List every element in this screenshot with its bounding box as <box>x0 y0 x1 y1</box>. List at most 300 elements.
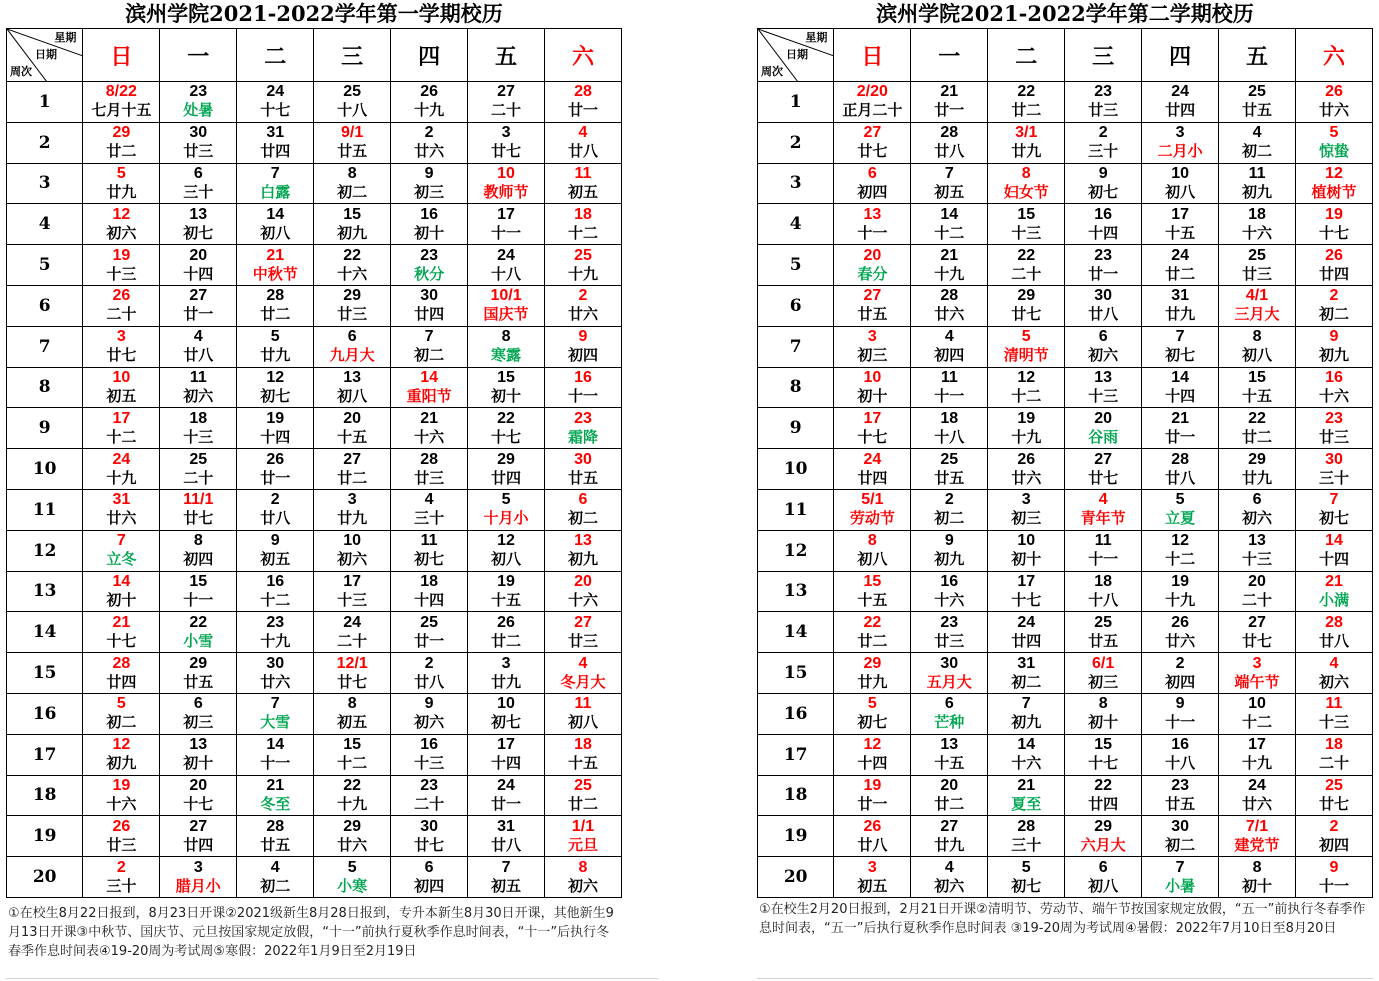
date-number: 24 <box>112 450 131 468</box>
date-number: 11 <box>189 368 207 386</box>
lunar-date: 廿七 <box>491 142 522 161</box>
date-number: 25 <box>574 246 592 264</box>
lunar-date: 廿四 <box>414 305 445 324</box>
day-cell-thu <box>391 693 468 734</box>
date-number: 22 <box>343 246 362 264</box>
lunar-date: 二十 <box>337 631 368 650</box>
lunar-date: 初二 <box>260 876 291 895</box>
lunar-date: 十六 <box>1011 754 1042 773</box>
lunar-date: 廿三 <box>337 305 368 324</box>
date-number: 8 <box>578 858 588 876</box>
lunar-date: 廿四 <box>1318 264 1349 283</box>
day-cell-sun <box>83 82 160 123</box>
date-number: 6 <box>1098 858 1108 876</box>
week-row <box>7 245 622 286</box>
day-cell-thu <box>1142 489 1219 530</box>
week-number: 20 <box>7 857 83 898</box>
date-number: 21 <box>266 246 285 264</box>
header-corner-cell <box>7 29 83 82</box>
weekday-tue: 二 <box>988 29 1065 82</box>
date-number: 31 <box>112 491 131 509</box>
date-number: 4 <box>944 858 954 876</box>
lunar-date: 十四 <box>414 590 445 609</box>
lunar-date: 小暑 <box>1165 876 1196 895</box>
lunar-date: 初四 <box>1165 672 1196 691</box>
lunar-date: 谷雨 <box>1088 427 1119 446</box>
day-cell-sat <box>1296 367 1373 408</box>
lunar-date: 二十 <box>183 468 214 487</box>
day-cell-wed <box>1065 204 1142 245</box>
date-number: 28 <box>112 654 131 672</box>
date-number: 7 <box>501 858 511 876</box>
date-number: 25 <box>1094 613 1113 631</box>
lunar-date: 妇女节 <box>1003 182 1049 201</box>
day-cell-sat <box>545 693 622 734</box>
lunar-date: 植树节 <box>1311 182 1357 201</box>
day-cell-wed <box>1065 367 1142 408</box>
day-cell-mon <box>160 326 237 367</box>
lunar-date: 廿六 <box>337 835 368 854</box>
date-number: 14 <box>1325 532 1343 550</box>
date-number: 30 <box>1325 450 1343 468</box>
date-number: 4 <box>1098 491 1108 509</box>
date-number: 11 <box>574 164 592 182</box>
lunar-date: 廿七 <box>414 835 445 854</box>
day-cell-fri <box>1219 163 1296 204</box>
date-number: 12 <box>1171 532 1189 550</box>
lunar-date: 冬至 <box>260 794 291 813</box>
date-number: 23 <box>940 613 959 631</box>
day-cell-mon <box>160 489 237 530</box>
day-cell-thu <box>391 449 468 490</box>
day-cell-thu <box>1142 204 1219 245</box>
date-number: 21 <box>266 776 285 794</box>
day-cell-wed <box>314 530 391 571</box>
lunar-date: 廿八 <box>491 835 522 854</box>
date-number: 23 <box>1171 776 1189 794</box>
lunar-date: 廿七 <box>1242 631 1273 650</box>
day-cell-sun <box>834 775 911 816</box>
date-number: 21 <box>1171 409 1189 427</box>
day-cell-mon <box>911 82 988 123</box>
day-cell-mon <box>160 612 237 653</box>
date-number: 7 <box>270 695 280 713</box>
day-cell-tue <box>237 693 314 734</box>
date-number: 19 <box>1325 205 1343 223</box>
date-number: 24 <box>266 83 285 101</box>
date-number: 22 <box>863 613 882 631</box>
day-cell-sun <box>834 693 911 734</box>
date-number: 6 <box>944 695 954 713</box>
date-number: 30 <box>420 287 438 305</box>
date-number: 16 <box>1094 205 1113 223</box>
day-cell-sun <box>83 408 160 449</box>
page-bottom-line <box>6 978 658 979</box>
lunar-date: 初七 <box>414 550 445 569</box>
date-number: 16 <box>420 205 438 223</box>
date-number: 13 <box>940 736 959 754</box>
date-number: 28 <box>1171 450 1189 468</box>
date-number: 11 <box>940 368 958 386</box>
date-number: 2 <box>116 858 126 876</box>
date-number: 30 <box>1171 817 1189 835</box>
lunar-date: 初七 <box>183 223 214 242</box>
day-cell-sat <box>1296 204 1373 245</box>
lunar-date: 廿四 <box>1165 101 1196 120</box>
week-row <box>7 693 622 734</box>
day-cell-wed <box>314 408 391 449</box>
day-cell-mon <box>911 653 988 694</box>
date-number: 12 <box>266 368 285 386</box>
date-number: 12 <box>1325 164 1343 182</box>
date-number: 10 <box>863 368 882 386</box>
lunar-date: 五月大 <box>926 672 972 691</box>
lunar-date: 廿二 <box>934 794 965 813</box>
date-number: 7 <box>270 164 280 182</box>
corner-weekday-label: 星期 <box>805 31 828 44</box>
date-number: 18 <box>1325 736 1343 754</box>
date-number: 9 <box>424 695 434 713</box>
lunar-date: 廿九 <box>106 182 137 201</box>
lunar-date: 初四 <box>414 876 445 895</box>
day-cell-tue <box>988 489 1065 530</box>
lunar-date: 廿五 <box>934 468 965 487</box>
day-cell-wed <box>314 367 391 408</box>
date-number: 29 <box>112 124 131 142</box>
corner-week-label: 周次 <box>10 65 32 78</box>
lunar-date: 初六 <box>414 713 445 732</box>
day-cell-wed <box>314 122 391 163</box>
day-cell-tue <box>237 612 314 653</box>
lunar-date: 十四 <box>491 754 522 773</box>
lunar-date: 廿一 <box>934 101 965 120</box>
lunar-date: 廿八 <box>934 142 965 161</box>
date-number: 12 <box>1017 368 1036 386</box>
date-number: 7 <box>116 532 126 550</box>
lunar-date: 廿二 <box>337 468 368 487</box>
lunar-date: 初九 <box>337 223 368 242</box>
date-number: 16 <box>266 572 285 590</box>
week-number: 14 <box>7 612 83 653</box>
lunar-date: 初十 <box>857 386 888 405</box>
week-row <box>758 530 1373 571</box>
date-number: 8 <box>193 532 203 550</box>
day-cell-sat <box>545 285 622 326</box>
date-number: 2 <box>270 491 280 509</box>
weekday-tue: 二 <box>237 29 314 82</box>
week-number: 3 <box>758 163 834 204</box>
week-number: 2 <box>758 122 834 163</box>
lunar-date: 初九 <box>1318 346 1349 365</box>
day-cell-thu <box>1142 449 1219 490</box>
day-cell-sat <box>545 82 622 123</box>
day-cell-fri <box>468 326 545 367</box>
lunar-date: 廿二 <box>491 631 522 650</box>
lunar-date: 廿一 <box>1165 427 1196 446</box>
date-number: 10 <box>112 368 131 386</box>
lunar-date: 十五 <box>567 754 598 773</box>
day-cell-tue <box>237 122 314 163</box>
day-cell-thu <box>1142 612 1219 653</box>
lunar-date: 十五 <box>491 590 522 609</box>
lunar-date: 廿一 <box>414 631 445 650</box>
date-number: 3 <box>347 491 357 509</box>
lunar-date: 初三 <box>183 713 214 732</box>
date-number: 31 <box>266 124 285 142</box>
lunar-date: 三十 <box>1088 142 1119 161</box>
date-number: 2 <box>1175 654 1185 672</box>
date-number: 3 <box>501 654 511 672</box>
date-number: 30 <box>420 817 438 835</box>
day-cell-sat <box>545 204 622 245</box>
date-number: 4 <box>578 124 588 142</box>
date-number: 2 <box>424 124 434 142</box>
lunar-date: 初六 <box>337 550 368 569</box>
day-cell-tue <box>988 857 1065 898</box>
day-cell-fri <box>1219 612 1296 653</box>
week-number: 4 <box>7 204 83 245</box>
lunar-date: 十一 <box>260 754 291 773</box>
lunar-date: 初二 <box>567 509 598 528</box>
date-number: 28 <box>266 287 285 305</box>
day-cell-sun <box>83 163 160 204</box>
week-number: 4 <box>758 204 834 245</box>
date-number: 9 <box>1175 695 1185 713</box>
lunar-date: 初二 <box>337 182 368 201</box>
lunar-date: 十三 <box>1318 713 1349 732</box>
date-number: 7/1 <box>1245 817 1269 835</box>
day-cell-sun <box>834 653 911 694</box>
date-number: 5 <box>116 695 126 713</box>
day-cell-mon <box>911 571 988 612</box>
lunar-date: 十一 <box>1165 713 1196 732</box>
lunar-date: 廿三 <box>414 468 445 487</box>
date-number: 10 <box>343 532 362 550</box>
lunar-date: 初六 <box>1318 672 1349 691</box>
lunar-date: 小满 <box>1318 590 1349 609</box>
lunar-date: 十三 <box>106 264 137 283</box>
lunar-date: 十二 <box>567 223 598 242</box>
day-cell-sat <box>545 408 622 449</box>
day-cell-tue <box>988 204 1065 245</box>
date-number: 22 <box>1017 83 1036 101</box>
date-number: 9 <box>424 164 434 182</box>
date-number: 5/1 <box>861 491 884 509</box>
date-number: 20 <box>940 776 959 794</box>
week-number: 16 <box>758 693 834 734</box>
day-cell-tue <box>988 408 1065 449</box>
day-cell-fri <box>1219 326 1296 367</box>
date-number: 29 <box>863 654 882 672</box>
lunar-date: 十一 <box>934 386 965 405</box>
lunar-date: 十三 <box>1088 386 1119 405</box>
date-number: 14 <box>266 205 285 223</box>
day-cell-sat <box>1296 122 1373 163</box>
day-cell-fri <box>1219 204 1296 245</box>
date-number: 9 <box>1329 858 1339 876</box>
date-number: 3 <box>867 328 877 346</box>
weekday-sun: 日 <box>834 29 911 82</box>
date-number: 5 <box>1329 124 1339 142</box>
date-number: 26 <box>1171 613 1189 631</box>
day-cell-thu <box>391 245 468 286</box>
day-cell-fri <box>1219 367 1296 408</box>
lunar-date: 初六 <box>567 876 598 895</box>
lunar-date: 廿六 <box>1165 631 1196 650</box>
date-number: 4 <box>578 654 588 672</box>
lunar-date: 十三 <box>183 427 214 446</box>
lunar-date: 十七 <box>106 631 137 650</box>
lunar-date: 十一 <box>183 590 214 609</box>
day-cell-thu <box>1142 82 1219 123</box>
calendar-body <box>758 82 1373 898</box>
day-cell-sat <box>1296 693 1373 734</box>
date-number: 22 <box>189 613 208 631</box>
lunar-date: 廿二 <box>857 631 888 650</box>
week-row <box>758 734 1373 775</box>
day-cell-tue <box>988 367 1065 408</box>
week-row <box>7 163 622 204</box>
date-number: 20 <box>1094 409 1113 427</box>
lunar-date: 初八 <box>1242 346 1273 365</box>
day-cell-tue <box>237 285 314 326</box>
date-number: 14 <box>420 368 438 386</box>
day-cell-sat <box>545 775 622 816</box>
day-cell-tue <box>988 653 1065 694</box>
lunar-date: 十二 <box>1011 386 1042 405</box>
day-cell-thu <box>391 775 468 816</box>
lunar-date: 三十 <box>183 182 214 201</box>
date-number: 2/20 <box>856 83 888 101</box>
day-cell-tue <box>988 734 1065 775</box>
lunar-date: 三十 <box>1011 835 1042 854</box>
date-number: 25 <box>574 776 592 794</box>
lunar-date: 廿八 <box>1165 468 1196 487</box>
lunar-date: 三月大 <box>1234 305 1280 324</box>
date-number: 25 <box>343 83 362 101</box>
lunar-date: 春分 <box>857 264 888 283</box>
lunar-date: 十六 <box>106 794 137 813</box>
week-row <box>758 245 1373 286</box>
week-number: 8 <box>7 367 83 408</box>
day-cell-thu <box>391 285 468 326</box>
date-number: 3 <box>1252 654 1262 672</box>
lunar-date: 十六 <box>1318 386 1349 405</box>
day-cell-thu <box>391 816 468 857</box>
lunar-date: 十月小 <box>483 509 529 528</box>
day-cell-wed <box>1065 122 1142 163</box>
week-number: 5 <box>7 245 83 286</box>
lunar-date: 廿二 <box>1011 101 1042 120</box>
day-cell-sat <box>1296 285 1373 326</box>
lunar-date: 小寒 <box>337 876 368 895</box>
lunar-date: 白露 <box>260 182 291 201</box>
date-number: 28 <box>940 124 959 142</box>
lunar-date: 二十 <box>106 305 137 324</box>
week-number: 7 <box>7 326 83 367</box>
day-cell-fri <box>468 122 545 163</box>
day-cell-mon <box>911 326 988 367</box>
lunar-date: 青年节 <box>1080 509 1126 528</box>
day-cell-thu <box>1142 163 1219 204</box>
lunar-date: 廿五 <box>857 305 888 324</box>
day-cell-thu <box>391 326 468 367</box>
day-cell-sat <box>1296 571 1373 612</box>
date-number: 15 <box>343 205 362 223</box>
day-cell-fri <box>1219 571 1296 612</box>
lunar-date: 廿七 <box>106 346 137 365</box>
day-cell-fri <box>1219 449 1296 490</box>
date-number: 6 <box>578 491 588 509</box>
day-cell-sun <box>834 734 911 775</box>
date-number: 22 <box>1248 409 1266 427</box>
date-number: 26 <box>863 817 882 835</box>
lunar-date: 十一 <box>1318 876 1349 895</box>
day-cell-tue <box>988 693 1065 734</box>
date-number: 27 <box>863 124 882 142</box>
lunar-date: 廿一 <box>260 468 291 487</box>
day-cell-mon <box>160 734 237 775</box>
date-number: 23 <box>1325 409 1343 427</box>
day-cell-mon <box>160 775 237 816</box>
date-number: 7 <box>1021 695 1031 713</box>
date-number: 6 <box>424 858 434 876</box>
day-cell-sun <box>83 367 160 408</box>
lunar-date: 初五 <box>567 182 598 201</box>
lunar-date: 廿九 <box>934 835 965 854</box>
day-cell-sun <box>83 857 160 898</box>
day-cell-fri <box>468 367 545 408</box>
semester-2-calendar <box>757 0 1373 938</box>
lunar-date: 十一 <box>1088 550 1119 569</box>
date-number: 3 <box>867 858 877 876</box>
lunar-date: 初二 <box>414 346 445 365</box>
week-number: 13 <box>758 571 834 612</box>
week-number: 13 <box>7 571 83 612</box>
day-cell-fri <box>468 693 545 734</box>
week-number: 12 <box>7 530 83 571</box>
lunar-date: 十二 <box>337 754 368 773</box>
lunar-date: 初六 <box>1088 346 1119 365</box>
date-number: 27 <box>863 287 882 305</box>
day-cell-fri <box>1219 408 1296 449</box>
day-cell-wed <box>1065 163 1142 204</box>
day-cell-tue <box>237 816 314 857</box>
lunar-date: 廿三 <box>183 142 214 161</box>
day-cell-wed <box>314 489 391 530</box>
date-number: 1/1 <box>571 817 595 835</box>
weekday-sat: 六 <box>1296 29 1373 82</box>
week-row <box>758 82 1373 123</box>
date-number: 2 <box>1098 124 1108 142</box>
lunar-date: 廿三 <box>1088 101 1119 120</box>
day-cell-fri <box>468 734 545 775</box>
date-number: 26 <box>112 817 131 835</box>
day-cell-sat <box>1296 775 1373 816</box>
date-number: 19 <box>112 246 131 264</box>
day-cell-sat <box>545 734 622 775</box>
lunar-date: 六月大 <box>1080 835 1126 854</box>
lunar-date: 端午节 <box>1234 672 1280 691</box>
day-cell-mon <box>911 530 988 571</box>
date-number: 29 <box>343 287 362 305</box>
day-cell-wed <box>1065 408 1142 449</box>
day-cell-tue <box>988 571 1065 612</box>
week-row <box>7 122 622 163</box>
day-cell-sun <box>834 612 911 653</box>
date-number: 13 <box>1248 532 1266 550</box>
week-row <box>758 367 1373 408</box>
